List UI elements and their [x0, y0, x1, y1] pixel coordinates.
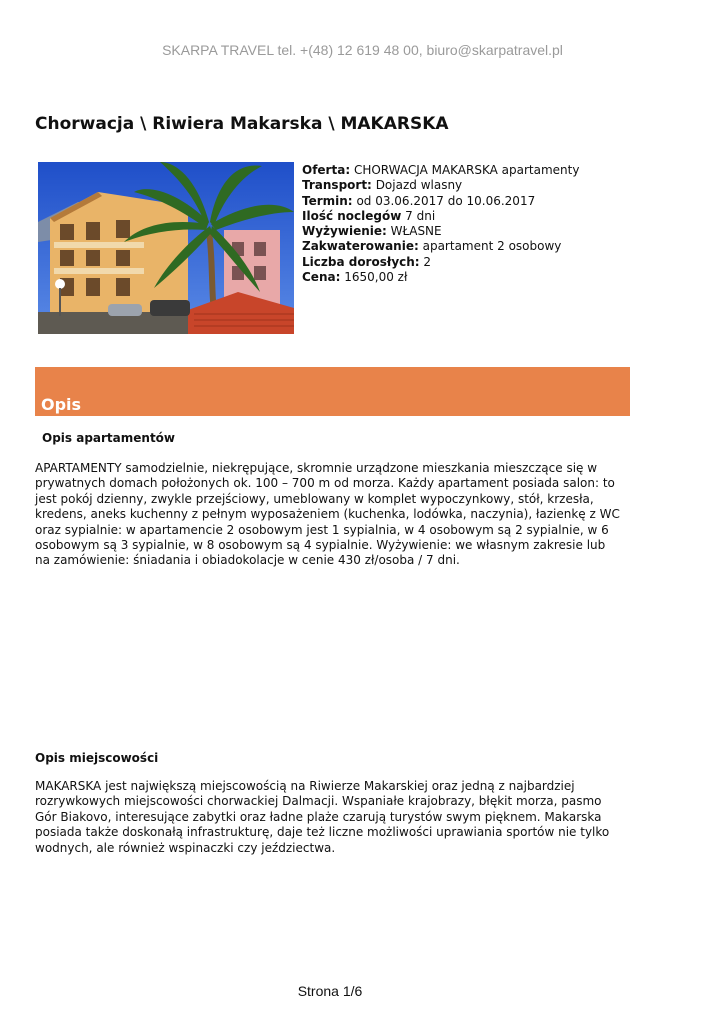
text-line: osobowym są 3 sypialnie, w 8 osobowym są 4 sypialnie. Wyżywienie: we własnym zakresie lub [35, 538, 606, 553]
offer-row-zakwaterowanie: Zakwaterowanie: apartament 2 osobowy [302, 239, 562, 254]
offer-row-oferta: Oferta: CHORWACJA MAKARSKA apartamenty [302, 163, 580, 177]
offer-row-dorosli: Liczba dorosłych: 2 [302, 254, 432, 269]
offer-row-termin: Termin: od 03.06.2017 do 10.06.2017 [302, 193, 536, 208]
offer-row-noclegi: Ilość noclegów 7 dni [302, 208, 436, 223]
town-description [35, 779, 635, 856]
town-heading: Opis miejscowości [35, 751, 159, 765]
text-line: MAKARSKA jest największą miejscowością na Riwierze Makarskiej oraz jedną z najbardziej [35, 779, 575, 793]
section-bar-opis [35, 367, 630, 416]
text-line: APARTAMENTY samodzielnie, niekrępujące, skromnie urządzone mieszkania mieszczące się w [35, 461, 598, 475]
text-line: rozrywkowych miejscowości chorwackiej Dalmacji. Wspaniałe krajobrazy, błękit morza, pasmo [35, 794, 602, 809]
apartments-description [35, 461, 635, 569]
text-line: Gór Biakovo, interesujące zabytki oraz ładne plaże czarują turystów swym pięknem. Makarska [35, 809, 602, 824]
text-line: wodnych, ale również wspinaczki czy jeździectwa. [35, 840, 336, 855]
text-line: posiada także doskonałą infrastrukturę, daje też liczne możliwości uprawiania sportów nie tylko [35, 825, 610, 840]
page-header-contact: SKARPA TRAVEL tel. +(48) 12 619 48 00, biuro@skarpatravel.pl [162, 42, 563, 58]
page-number: Strona 1/6 [297, 983, 363, 999]
section-heading: Opis [41, 395, 82, 414]
text-line: kredens, aneks kuchenny z pełnym wyposażeniem (kuchenka, lodówka, naczynia), łazienkę z WC [35, 507, 620, 522]
text-line: oraz sypialnie: w apartamencie 2 osobowym jest 1 sypialnia, w 4 osobowym są 2 sypialnie, w 6 [35, 522, 609, 537]
hotel-photo [38, 162, 294, 334]
text-line: jest pokój dzienny, zwykle przejściowy, umeblowany w komplet wypoczynkowy, stół, krzesła, [35, 491, 594, 506]
text-line: prywatnych domach położonych ok. 100 – 700 m od morza. Każdy apartament posiada salon: to [35, 476, 615, 491]
offer-row-wyzywienie: Wyżywienie: WŁASNE [302, 224, 442, 239]
offer-row-cena: Cena: 1650,00 zł [302, 270, 408, 285]
text-line: na zamówienie: śniadania i obiadokolacje w cenie 430 zł/osoba / 7 dni. [35, 553, 460, 568]
apartments-heading: Opis apartamentów [42, 431, 176, 445]
page-title: Chorwacja \ Riwiera Makarska \ MAKARSKA [35, 114, 449, 134]
offer-details [302, 163, 702, 285]
offer-row-transport: Transport: Dojazd wlasny [302, 178, 463, 193]
